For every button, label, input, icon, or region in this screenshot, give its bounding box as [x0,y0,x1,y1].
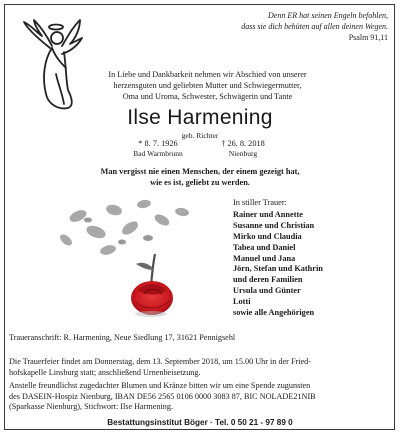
mourner-entry: sowie alle Angehörigen [233,308,315,318]
mourner-entry: Jörn, Stefan und Kathrin [233,264,323,274]
mourner-entry: Susanne und Christian [233,220,315,230]
donation-line-1: Anstelle freundlichst zugedachter Blumen und Kränze bitten wir um eine Spende zugunsten [9,381,311,390]
funeral-home-footer [0,418,400,427]
death-info [198,139,288,159]
donation-line-3: (Sparkasse Nienburg), Stichwort: Ilse Harmening. [9,402,174,412]
ceremony-info [9,357,391,378]
mourner-entry: und deren Familien [233,275,303,285]
intro-text [80,69,335,103]
quote-line-2: dass sie dich behüten auf allen deinen Wegen. [241,22,388,31]
mourners-list [233,198,323,319]
angel-icon [22,18,84,112]
intro-line-1: In Liebe und Dankbarkeit nehmen wir Abschied von unserer [108,70,307,79]
donation-line-2: des DASEIN-Hospiz Nienburg, IBAN DE56 2565 0106 0000 3083 87, BIC NOLADE21NIB [9,391,316,401]
maiden-name: geb. Richter [181,131,219,140]
motto-line-2: wie es ist, geliebt zu werden. [150,178,250,187]
quote-reference: Psalm 91,11 [348,33,388,42]
quote-line-1: Denn ER hat seinen Engeln befohlen, [268,11,388,20]
mourner-entry: Rainer und Annette [233,209,303,219]
motto-line-1: Man vergisst nie einen Menschen, der einem gezeigt hat, [100,167,300,176]
mourning-address: Traueranschrift: R. Harmening, Neue Siedlung 17, 31621 Pennigsehl [9,333,236,342]
mourner-entry: Mirko und Claudia [233,231,302,241]
mourner-entry: Ursula und Günter [233,286,301,296]
rose-image [52,198,226,323]
ceremony-line-1: Die Trauerfeier findet am Donnerstag, dem 13. September 2018, um 15.00 Uhr in der Fried- [9,357,311,366]
birth-place: Bad Warmbrunn [133,149,183,158]
ceremony-line-2: hofskapelle Linsburg statt; anschließend Urnenbeisetzung. [9,367,201,377]
intro-line-2: herzensguten und geliebten Mutter und Schwiegermutter, [113,81,302,91]
mourner-entry: Tabea und Daniel [233,242,296,252]
birth-info [113,139,203,159]
mourner-entry: Manuel und Jana [233,253,296,263]
birth-date: * 8. 7. 1926 [138,139,178,148]
bible-quote [241,10,388,43]
death-date: † 26. 8. 2018 [221,139,265,148]
mourners-lead: In stiller Trauer: [233,198,287,207]
deceased-name: Ilse Harmening [127,106,273,129]
intro-line-3: Oma und Uroma, Schwester, Schwägerin und Tante [122,92,293,102]
donation-info [9,381,391,413]
mourner-entry: Lotti [233,297,251,307]
funeral-home-label: Bestattungsinstitut Böger · Tel. 0 50 21 - 97 89 0 [104,418,295,427]
death-place: Nienburg [228,149,258,158]
motto [0,166,400,188]
